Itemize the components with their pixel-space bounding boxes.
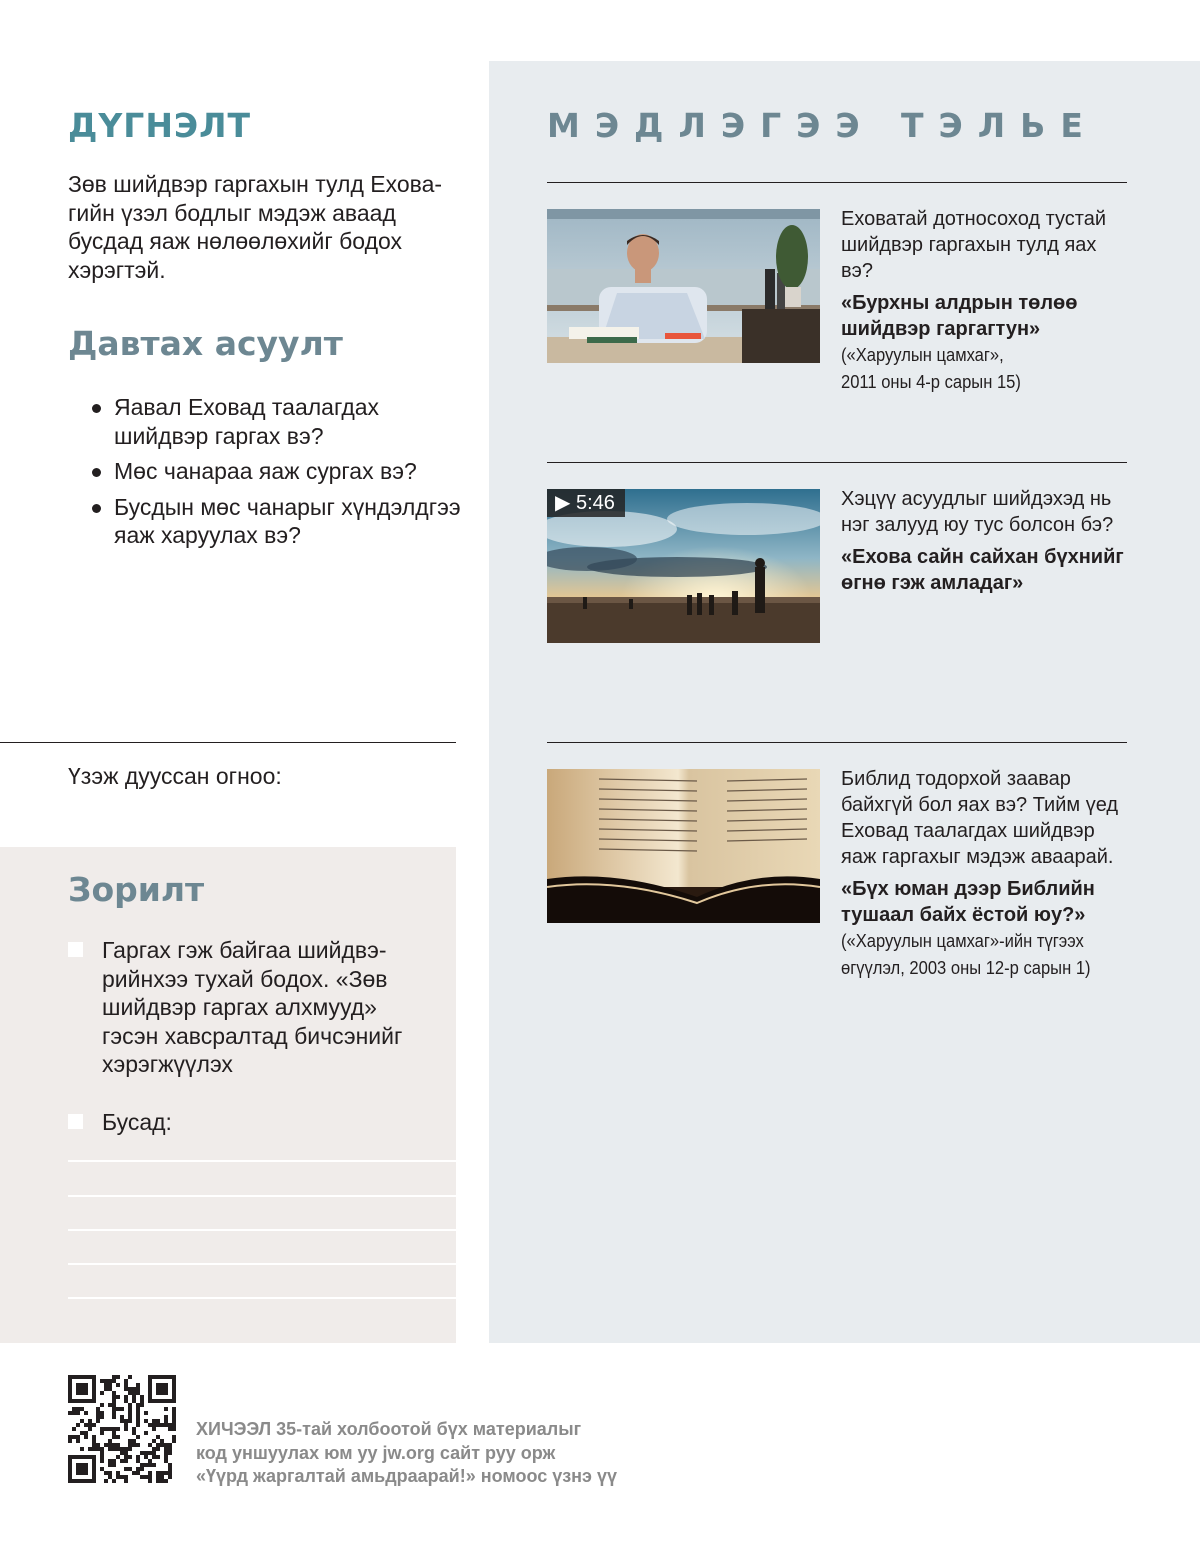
divider [547,462,1127,463]
article-link[interactable]: «Бүх юман дээр Библийн тушаал байх ёстой юу?» [841,878,1095,926]
divider [547,742,1127,743]
footer-line: ХИЧЭЭЛ 35-тай холбоотой бүх материалыг [196,1419,582,1439]
goal-item-text: Бусад: [102,1109,172,1135]
thumbnail-open-bible[interactable] [547,769,820,923]
qr-code-icon[interactable] [68,1375,176,1483]
article-source: 2011 оны 4-р сарын 15) [841,372,1021,392]
explore-item [841,766,1131,982]
video-duration-text: 5:46 [575,492,615,514]
divider [547,182,1127,183]
review-question-text: Яавал Еховад таалагдах шийдвэр гаргах вэ? [114,394,380,449]
explore-question: Хэцүү асуудлыг шийдэхэд нь нэг залууд юу тус болсон бэ? [841,488,1114,536]
article-source: («Харуулын цамхаг», [841,345,1004,365]
writing-line[interactable] [68,1263,456,1265]
goal-title: Зорилт [68,870,205,909]
thumbnail-young-man-studying[interactable] [547,209,820,363]
explore-item [841,486,1131,596]
writing-line[interactable] [68,1160,456,1162]
goal-box [0,847,456,1343]
footer-note [196,1418,656,1489]
video-duration [547,489,625,517]
video-thumbnail-sunset[interactable] [547,489,820,643]
review-question-text: Бусдын мөс чанарыг хүндэлдгээ яаж харуулах вэ? [114,493,461,548]
bullet-icon [92,504,101,513]
play-icon: ▶ [555,492,571,514]
checkbox[interactable] [68,1114,83,1129]
review-question [92,393,462,450]
writing-line[interactable] [68,1297,456,1299]
done-date-label: Үзэж дууссан огноо: [68,763,282,789]
article-source: («Харуулын цамхаг»-ийн түгээх [841,931,1084,951]
divider [0,742,456,743]
review-question [92,457,462,486]
review-title: Давтах асуулт [68,324,343,363]
bullet-icon [92,468,101,477]
explore-question: Еховатай дотносоход тустай шийдвэр гаргахын тулд яах вэ? [841,208,1106,282]
footer-line: «Үүрд жаргалтай амьдраарай!» номоос үзнэ үү [196,1466,618,1486]
checkbox[interactable] [68,942,83,957]
explore-item [841,206,1131,396]
writing-line[interactable] [68,1195,456,1197]
article-source: өгүүлэл, 2003 оны 12-р сарын 1) [841,958,1091,978]
writing-line[interactable] [68,1229,456,1231]
explore-title: МЭДЛЭГЭЭ ТЭЛЬЕ [547,106,1098,145]
goal-item-text: Гаргах гэж байгаа шийдвэ-рийнхээ тухай бодох. «Зөв шийдвэр гаргах алхмууд» гэсэн хавсралтад бичсэнийг хэрэгжүүлэх [102,937,403,1077]
explore-question: Библид тодорхой заавар байхгүй бол яах вэ? Тийм үед Еховад таалагдах шийдвэр яаж гаргахыг мэдэж аваарай. [841,768,1119,868]
review-question-text: Мөс чанараа яаж сургах вэ? [114,458,417,484]
summary-title: ДҮГНЭЛТ [68,106,252,145]
video-link[interactable]: «Ехова сайн сайхан бүхнийг өгнө гэж амладаг» [841,546,1124,594]
review-question [92,493,462,550]
article-link[interactable]: «Бурхны алдрын төлөө шийдвэр гаргагтун» [841,292,1078,340]
summary-text: Зөв шийдвэр гаргахын тулд Ехова-гийн үзэл бодлыг мэдэж аваад бусдад яаж нөлөөлөхийг бодох хэрэгтэй. [68,171,443,283]
footer-line: код уншуулах юм уу jw.org сайт руу орж [196,1442,556,1463]
bullet-icon [92,404,101,413]
review-question-list [92,393,462,557]
